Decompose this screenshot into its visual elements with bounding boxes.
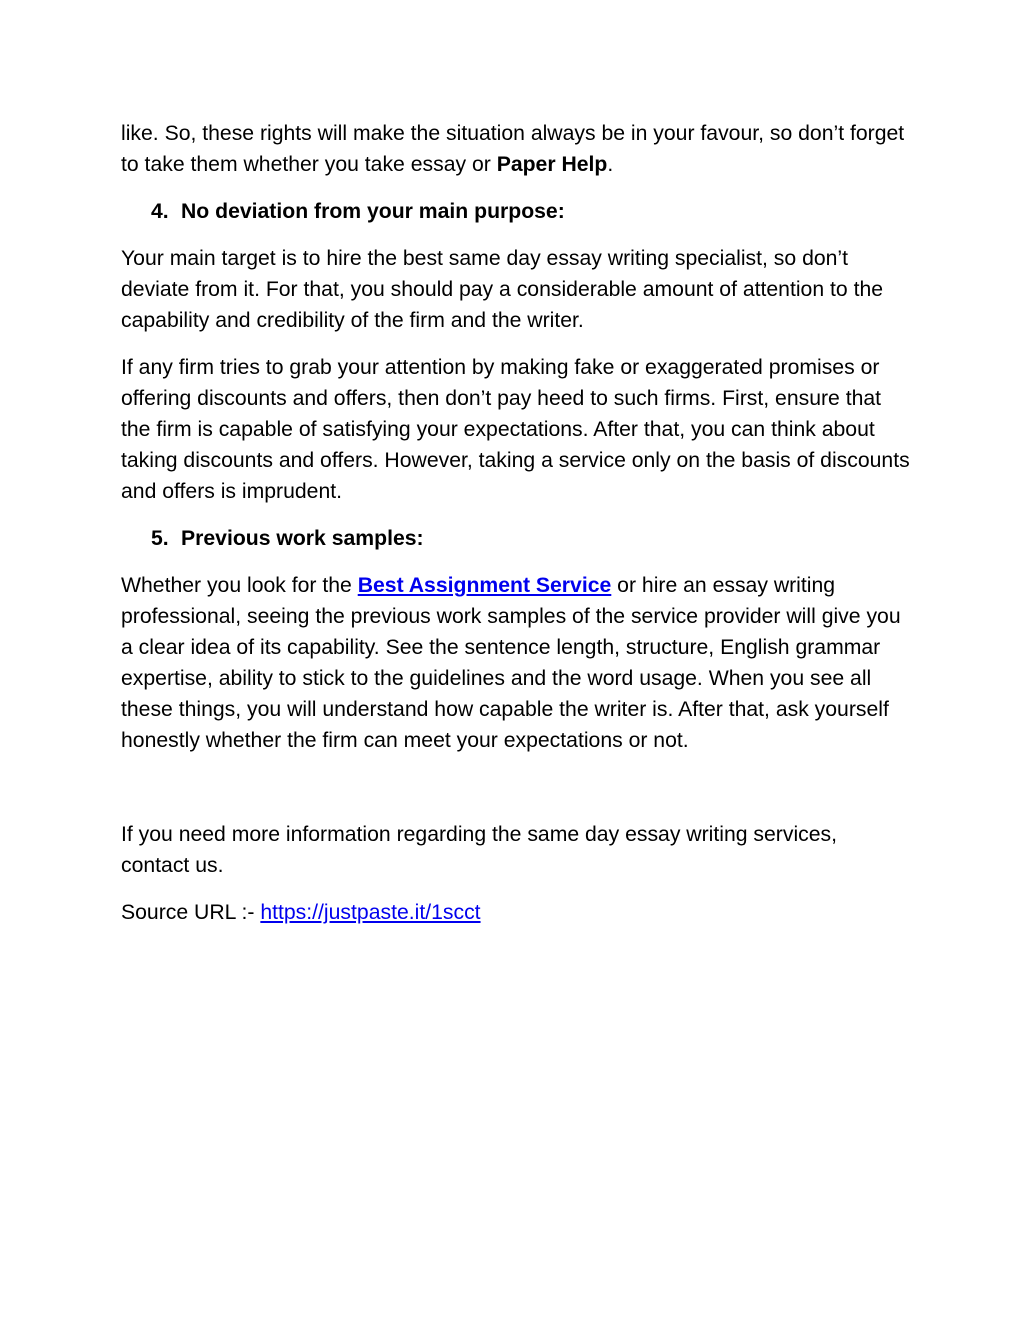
section-4-paragraph-2: If any firm tries to grab your attention by making fake or exaggerated promises or offering discounts and offers, then don’t pay heed to such firms. First, ensure that the firm is capable of satisfying your expectations. After that, you can think about taking discounts and offers. However, taking a service only on the basis of discounts and offers is imprudent. <box>121 356 910 503</box>
intro-text: like. So, these rights will make the situation always be in your favour, so don’t forget to take them whether you take essay or <box>121 122 905 176</box>
section-5-heading <box>121 523 911 554</box>
source-url-link[interactable]: https://justpaste.it/1scct <box>260 901 481 924</box>
blank-line <box>121 772 911 819</box>
paper-help-term: Paper Help <box>496 153 608 176</box>
best-assignment-service-link[interactable]: Best Assignment Service <box>357 574 612 597</box>
intro-period: . <box>607 153 614 176</box>
section-5-text-after: or hire an essay writing professional, seeing the previous work samples of the service provider will give you a clear idea of its capability. See the sentence length, structure, English grammar expertise, ability to stick to the guidelines and the word usage. When you see all these things, you will understand how capable the writer is. After that, ask yourself honestly whether the firm can meet your expectations or not. <box>121 574 901 752</box>
source-line <box>121 897 911 928</box>
section-4-number: 4. <box>151 200 169 223</box>
section-4-title: No deviation from your main purpose: <box>181 200 565 223</box>
section-5-text-before: Whether you look for the <box>121 574 358 597</box>
section-4-heading <box>121 196 911 227</box>
section-5-number: 5. <box>151 527 169 550</box>
section-4-paragraph-1: Your main target is to hire the best same day essay writing specialist, so don’t deviate from it. For that, you should pay a considerable amount of attention to the capability and credibility of the firm and the writer. <box>121 247 884 332</box>
source-label: Source URL :- <box>121 901 261 924</box>
document-body <box>121 118 911 944</box>
closing-paragraph: If you need more information regarding the same day essay writing services, contact us. <box>121 823 838 877</box>
section-5-title: Previous work samples: <box>181 527 424 550</box>
intro-paragraph <box>121 118 911 180</box>
section-5-paragraph <box>121 570 911 756</box>
